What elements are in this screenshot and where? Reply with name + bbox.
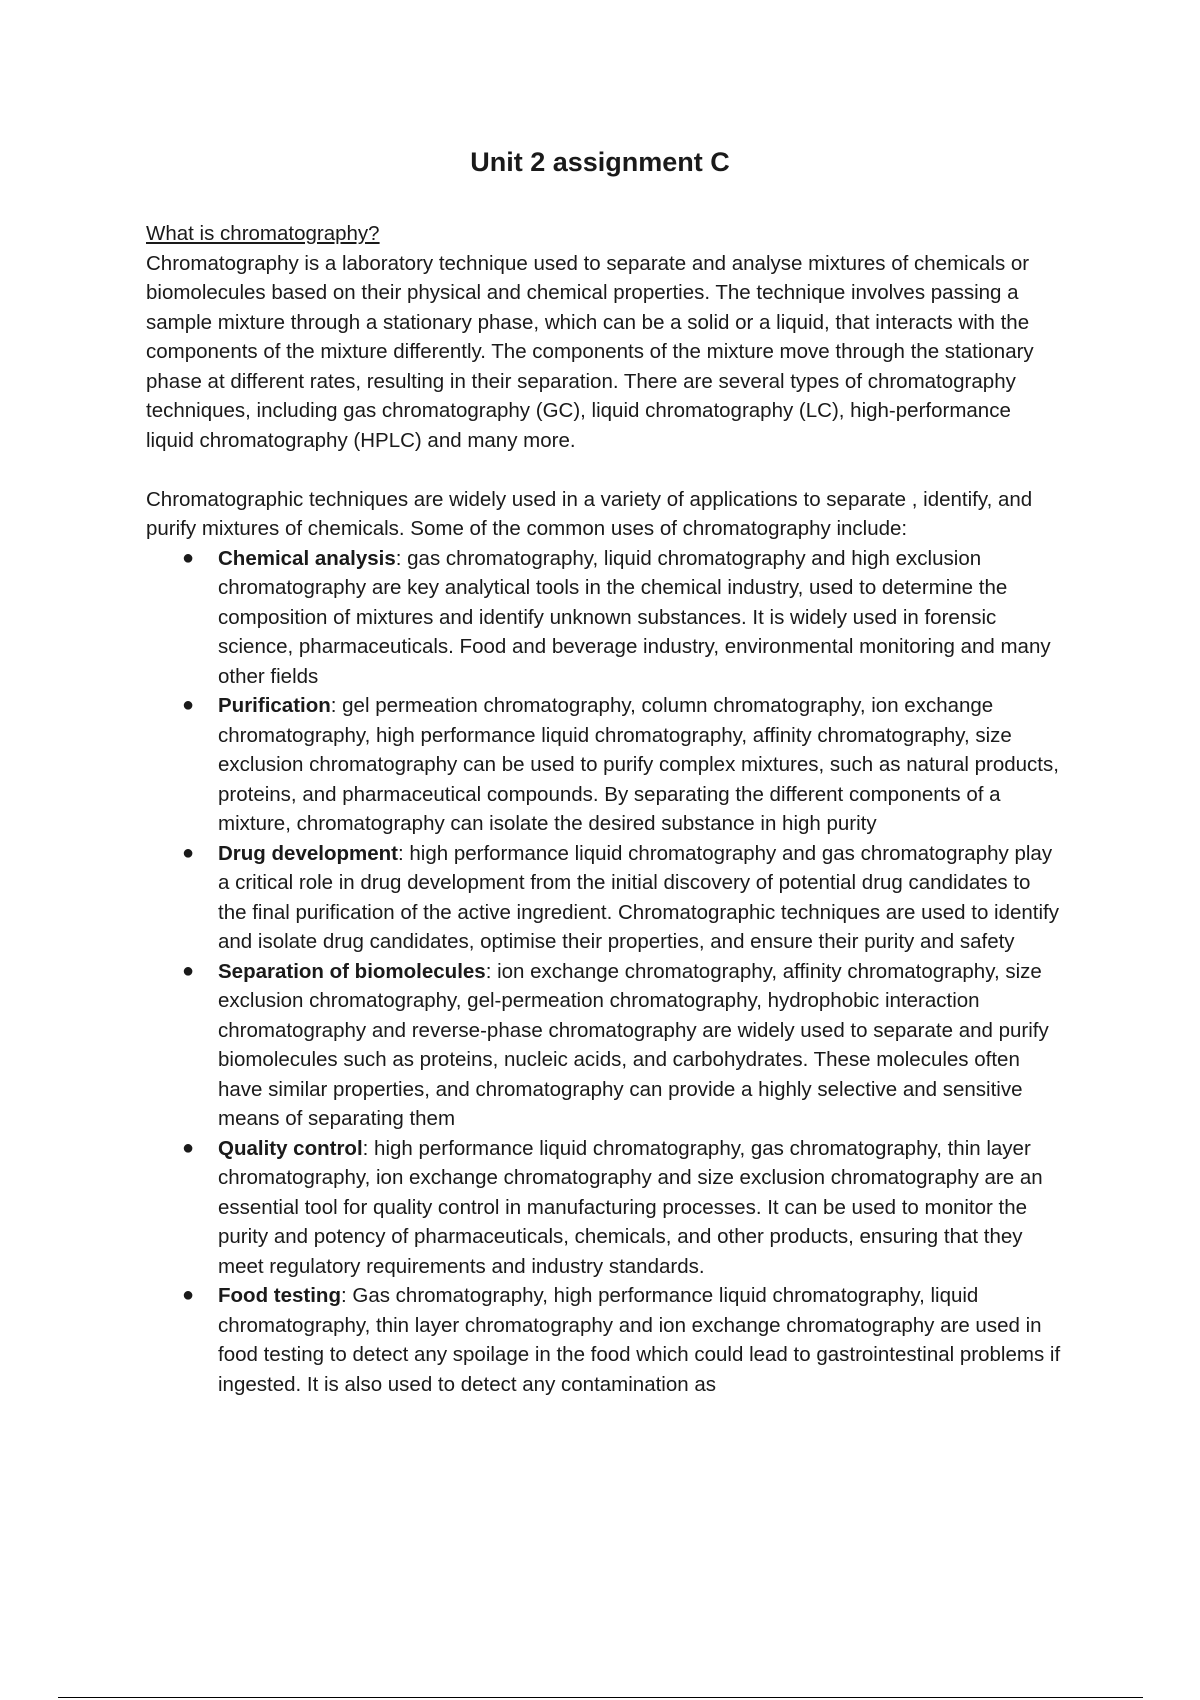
list-item-text: : gel permeation chromatography, column chromatography, ion exchange chromatography, high performance liquid chromatography, affinity chromatography, size exclusion chromatography can be used to purify complex mixtures, such as natural products, proteins, and pharmaceutical compounds. By separating the different components of a mixture, chromatography can isolate the desired substance in high purity — [218, 694, 1059, 835]
bullet-icon: ● — [182, 1136, 195, 1159]
uses-intro-paragraph: Chromatographic techniques are widely used in a variety of applications to separate , identify, and purify mixtures of chemicals. Some of the common uses of chromatography include: — [146, 487, 1033, 540]
bullet-icon: ● — [182, 959, 195, 982]
list-item — [146, 691, 1061, 839]
list-item-text: : ion exchange chromatography, affinity chromatography, size exclusion chromatography, gel-permeation chromatography, hydrophobic interaction chromatography and reverse-phase chromatography are widely used to separate and purify biomolecules such as proteins, nucleic acids, and carbohydrates. These molecules often have similar properties, and chromatography can provide a highly selective and sensitive means of separating them — [218, 959, 1049, 1130]
document-title: Unit 2 assignment C — [470, 147, 730, 177]
list-item — [146, 1281, 1061, 1399]
list-item-term: Purification — [218, 694, 331, 717]
list-item-text: : Gas chromatography, high performance liquid chromatography, liquid chromatography, thin layer chromatography and ion exchange chromatography are used in food testing to detect any spoilage in the food which could lead to gastrointestinal problems if ingested. It is also used to detect any contamination as — [218, 1284, 1061, 1396]
list-item-text: : gas chromatography, liquid chromatography and high exclusion chromatography are key analytical tools in the chemical industry, used to determine the composition of mixtures and identify unknown substances. It is widely used in forensic science, pharmaceuticals. Food and beverage industry, environmental monitoring and many other fields — [218, 546, 1051, 688]
bullet-icon: ● — [182, 694, 195, 716]
list-item-term: Food testing — [218, 1284, 341, 1307]
list-item-text: : high performance liquid chromatography and gas chromatography play a critical role in drug development from the initial discovery of potential drug candidates to the final purification of the active ingredient. Chromatographic techniques are used to identify and isolate drug candidates, optimise their properties, and ensure their purity and safety — [218, 841, 1060, 953]
section-heading: What is chromatography? — [146, 222, 380, 245]
document-body — [146, 219, 1061, 1399]
page-bottom-divider — [58, 1697, 1143, 1698]
bullet-icon: ● — [182, 1284, 195, 1306]
bullet-icon: ● — [182, 546, 195, 569]
list-item — [146, 957, 1061, 1134]
list-item — [146, 544, 1061, 692]
list-item — [146, 839, 1061, 957]
list-item-term: Chemical analysis — [218, 546, 396, 570]
bullet-icon: ● — [182, 841, 195, 864]
uses-list — [146, 544, 1061, 1400]
intro-paragraph: Chromatography is a laboratory technique used to separate and analyse mixtures of chemicals or biomolecules based on their physical and chemical properties. The technique involves passing a sample mixture through a stationary phase, which can be a solid or a liquid, that interacts with the components of the mixture differently. The components of the mixture move through the stationary phase at different rates, resulting in their separation. There are several types of chromatography techniques, including gas chromatography (GC), liquid chromatography (LC), high-performance liquid chromatography (HPLC) and many more. — [146, 251, 1034, 452]
list-item-term: Quality control — [218, 1136, 363, 1160]
list-item-term: Separation of biomolecules — [218, 959, 486, 983]
list-item — [146, 1134, 1061, 1282]
list-item-text: : high performance liquid chromatography, gas chromatography, thin layer chromatography, ion exchange chromatography and size exclusion chromatography are an essential tool for quality control in manufacturing processes. It can be used to monitor the purity and potency of pharmaceuticals, chemicals, and other products, ensuring that they meet regulatory requirements and industry standards. — [218, 1136, 1043, 1278]
list-item-term: Drug development — [218, 841, 398, 865]
